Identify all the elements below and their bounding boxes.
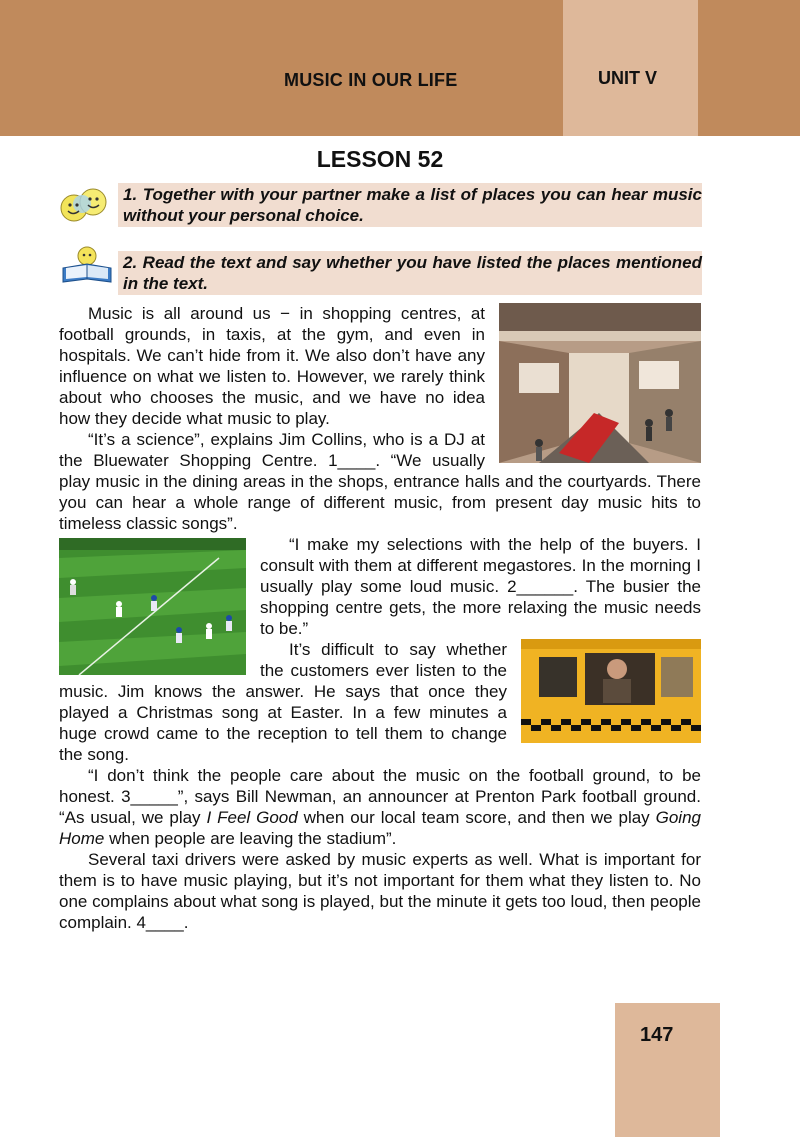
football-ground-photo — [59, 538, 246, 675]
paragraph-1: Music is all around us − in shopping centres, at football grounds, in taxis, at the gym, and even in hospitals. We can’t hide from it. We also don’t have any influence on what we listen to. However, we rarely think about who chooses the music, and we have no idea how they decide what music to play. — [59, 304, 485, 428]
unit-label: UNIT V — [598, 68, 658, 88]
paragraph-5-start: “I don’t think the people care about the music on the football ground, to be honest. 3_____”, says Bill Newman, an announcer at Prenton Park football ground. “As usual, we play — [59, 766, 701, 827]
paragraph-6: Several taxi drivers were asked by music experts as well. What is important for them is to have music playing, but it’s not important for them what they listen to. No one complains about what song is played, but the minute it gets too loud, then people complain. 4____. — [59, 850, 701, 932]
chapter-title: MUSIC IN OUR LIFE — [284, 70, 458, 90]
paragraph-5 — [59, 765, 701, 849]
shopping-centre-photo — [499, 303, 701, 463]
paragraph-2: “It’s a science”, explains Jim Collins, who is a DJ at the Bluewater Shopping Centre. 1____. “We usually play music in the dining areas in the shops, entrance halls and the courtyards. There you can hear a whole range of different music, from present day music hits to timeless classic songs”. — [59, 430, 701, 533]
task-1: 1. Together with your partner make a list of places you can hear music without your personal choice. — [118, 183, 702, 227]
pair-work-smileys-icon — [60, 184, 110, 231]
page-number: 147 — [640, 1024, 674, 1046]
paragraph-3: “I make my selections with the help of the buyers. I consult with them at different megastores. In the morning I usually play some loud music. 2______. The busier the shopping centre gets, the more relaxing the music needs to be.” — [260, 535, 701, 638]
paragraph-5-end: when people are leaving the stadium”. — [104, 829, 397, 848]
lesson-title: LESSON 52 — [316, 146, 444, 172]
song-title-2: Going Home — [59, 808, 701, 848]
reading-book-icon — [60, 246, 114, 291]
paragraph-4: It’s difficult to say whether the customers ever listen to the music. Jim knows the answer. He says that once they played a Christmas song at Easter. In a few minutes a huge crowd came to the reception to tell them to change the song. — [59, 640, 507, 764]
taxi-photo — [521, 639, 701, 743]
reading-text — [59, 303, 701, 933]
paragraph-5-middle: when our local team score, and then we play — [297, 808, 656, 827]
song-title-1: I Feel Good — [206, 808, 298, 827]
task-2: 2. Read the text and say whether you have listed the places mentioned in the text. — [118, 251, 702, 295]
